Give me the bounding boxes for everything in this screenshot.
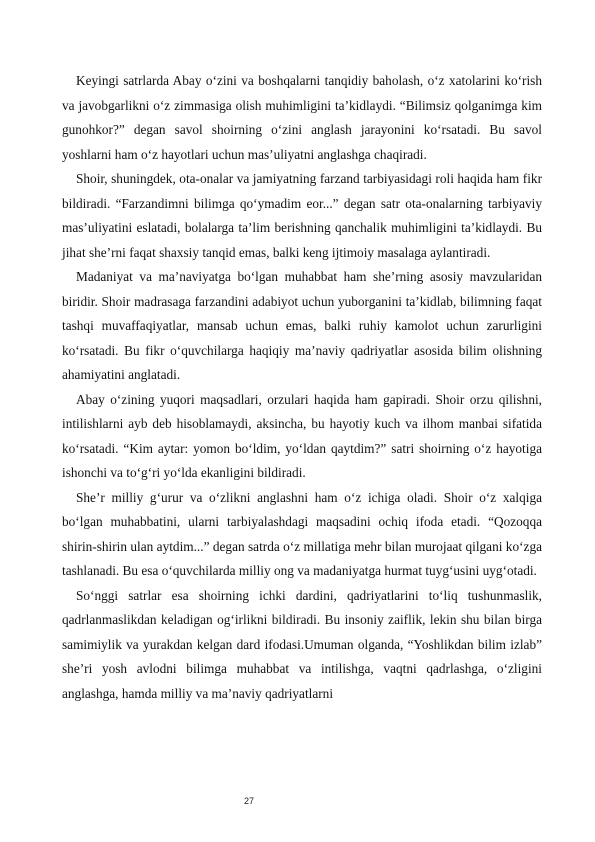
paragraph: Keyingi satrlarda Abay o‘zini va boshqalarni tanqidiy baholash, o‘z xatolarini ko‘rish va javobgarlikni o‘z zimmasiga olish muhimligini ta’kidlaydi. “Bilimsiz qolganimga kim gunohkor?” degan savol shoirning o‘zini anglash jarayonini ko‘rsatadi. Bu savol yoshlarni ham o‘z hayotlari uchun mas’uliyatni anglashga chaqiradi. [62,73,542,162]
page-body [62,69,542,706]
paragraph: Abay o‘zining yuqori maqsadlari, orzulari haqida ham gapiradi. Shoir orzu qilishni, intilishlarni ayb deb hisoblamaydi, aksincha, bu hayotiy kuch va ilhom manbai sifatida ko‘rsatadi. “Kim aytar: yomon bo‘ldim, yo‘ldan qaytdim?” satri shoirning o‘z hayotiga ishonchi va to‘g‘ri yo‘lda ekanligini bildiradi. [62,391,542,480]
paragraph: Madaniyat va ma’naviyatga bo‘lgan muhabbat ham she’rning asosiy mavzularidan biridir. Shoir madrasaga farzandini adabiyot uchun yuborganini ta’kidlab, bilimning faqat tashqi muvaffaqiyatlar, mansab uchun emas, balki ruhiy kamolot uchun zarurligini ko‘rsatadi. Bu fikr o‘quvchilarga haqiqiy ma’naviy qadriyatlar asosida bilim olishning ahamiyatini anglatadi. [62,269,542,382]
page-number: 27 [244,796,255,806]
paragraph: She’r milliy g‘urur va o‘zlikni anglashni ham o‘z ichiga oladi. Shoir o‘z xalqiga bo‘lgan muhabbatini, ularni tarbiyalashdagi maqsadini ochiq ifoda etadi. “Qozoqqa shirin-shirin ulan aytdim...” degan satrda o‘z millatiga mehr bilan murojaat qilgani ko‘zga tashlanadi. Bu esa o‘quvchilarda milliy ong va madaniyatga hurmat tuyg‘usini uyg‘otadi. [62,489,542,578]
paragraph: Shoir, shuningdek, ota-onalar va jamiyatning farzand tarbiyasidagi roli haqida ham fikr bildiradi. “Farzandimni bilimga qo‘ymadim eor...” degan satr ota-onalarning tarbiyaviy mas’uliyatini eslatadi, bolalarga ta’lim berishning qanchalik muhimligini ta’kidlaydi. Bu jihat she’rni faqat shaxsiy tanqid emas, balki keng ijtimoiy masalaga aylantiradi. [62,171,542,260]
paragraph: So‘nggi satrlar esa shoirning ichki dardini, qadriyatlarini to‘liq tushunmaslik, qadrlanmaslikdan keladigan og‘irlikni bildiradi. Bu insoniy zaiflik, lekin shu bilan birga samimiylik va yurakdan kelgan dard ifodasi.Umuman olganda, “Yoshlikdan bilim izlab” she’ri yosh avlodni bilimga muhabbat va intilishga, vaqtni qadrlashga, o‘zligini anglashga, hamda milliy va ma’naviy qadriyatlarni [62,587,542,701]
